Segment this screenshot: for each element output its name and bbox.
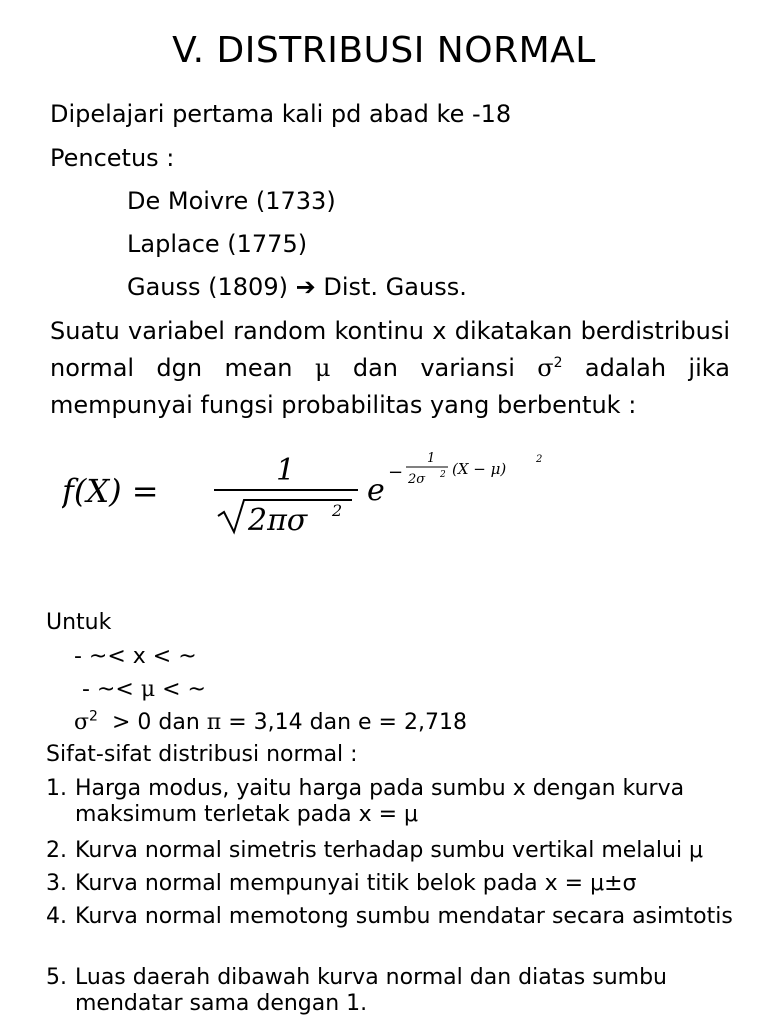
mu-range-suffix: < ~ xyxy=(162,677,206,702)
constants-a: > 0 dan xyxy=(111,710,200,735)
list-number: 1. xyxy=(46,776,67,801)
list-text: Harga modus, yaitu harga pada sumbu x dengan kurva maksimum terletak pada x = μ xyxy=(75,776,685,827)
exponent-term: (X − μ) xyxy=(452,460,507,478)
formula-denominator: 2πσ xyxy=(248,503,308,538)
formula-base-e: e xyxy=(367,473,385,508)
sigma-exponent: 2 xyxy=(553,355,563,371)
originator-gauss xyxy=(127,273,467,301)
list-number: 2. xyxy=(46,838,67,863)
formula-denominator-exp: 2 xyxy=(332,501,343,520)
exponent-numerator: 1 xyxy=(427,451,436,466)
originator-laplace: Laplace (1775) xyxy=(127,230,308,258)
list-number: 3. xyxy=(46,871,67,896)
formula-numerator: 1 xyxy=(276,453,296,488)
sigma-symbol: σ xyxy=(74,710,90,735)
mu-range-prefix: - ~< xyxy=(82,677,134,702)
normal-pdf-formula xyxy=(62,440,582,550)
definition-part1: Suatu variabel random kontinu x dikatakan berdistribusi normal dgn mean xyxy=(50,317,730,382)
exponent-denominator-exp: 2 xyxy=(440,470,446,480)
intro-studied: Dipelajari pertama kali pd abad ke -18 xyxy=(50,100,512,128)
constants-b: = 3,14 dan e = 2,718 xyxy=(228,710,467,735)
mu-symbol: μ xyxy=(314,354,331,382)
properties-label: Sifat-sifat distribusi normal : xyxy=(46,742,358,767)
x-range: - ~< x < ~ xyxy=(74,644,197,669)
exponent-sign: − xyxy=(388,462,404,483)
originators-label: Pencetus : xyxy=(50,144,175,172)
gauss-note: Dist. Gauss. xyxy=(323,273,467,301)
mu-range xyxy=(82,677,206,702)
list-number: 4. xyxy=(46,904,67,929)
pi-symbol: π xyxy=(206,710,222,735)
definition-part3: adalah jika mempunyai fungsi probabilitas yang berbentuk : xyxy=(50,354,730,419)
list-text: Kurva normal memotong sumbu mendatar secara asimtotis xyxy=(75,904,733,929)
exponent-term-exp: 2 xyxy=(536,454,543,465)
originator-de-moivre: De Moivre (1733) xyxy=(127,187,336,215)
exponent-denominator: 2σ xyxy=(408,472,426,487)
list-text: Kurva normal mempunyai titik belok pada x = μ±σ xyxy=(75,871,637,896)
arrow-right-icon: ➔ xyxy=(295,273,316,301)
sigma-symbol: σ xyxy=(537,354,554,382)
constants-line xyxy=(74,710,467,735)
list-text: Luas daerah dibawah kurva normal dan diatas sumbu mendatar sama dengan 1. xyxy=(75,965,668,1016)
definition-paragraph xyxy=(50,313,730,424)
list-number: 5. xyxy=(46,965,67,990)
list-text: Kurva normal simetris terhadap sumbu vertikal melalui μ xyxy=(75,838,704,863)
conditions-label: Untuk xyxy=(46,610,112,635)
sigma-exponent: 2 xyxy=(89,708,98,725)
gauss-label: Gauss (1809) xyxy=(127,273,288,301)
formula-lhs: f(X) = xyxy=(62,472,159,510)
slide-title: V. DISTRIBUSI NORMAL xyxy=(172,30,596,71)
definition-part2: dan variansi xyxy=(352,354,515,382)
mu-symbol: μ xyxy=(140,677,156,702)
